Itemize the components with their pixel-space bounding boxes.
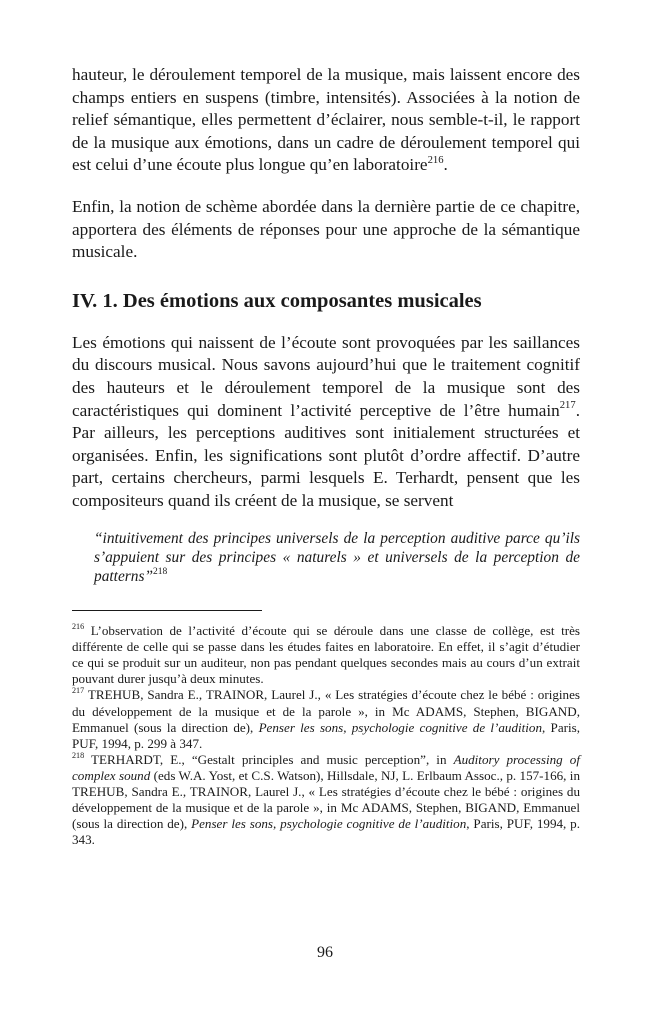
footnote-216 [72,623,580,687]
block-quote-text: “intuitivement des principes universels de la perception auditive parce qu’ils s’appuient sur des principes « naturels » et universels de la perception de patterns” [94,529,580,585]
paragraph-3-text-b: . Par ailleurs, les perceptions auditives sont initialement structurées et organisées. Enfin, les significations sont plutôt d’ordre affectif. D’autre part, certains chercheurs, parmi lesquels E. Terhardt, pensent que les compositeurs quand ils créent de la musique, se servent [72,400,580,510]
block-quote [94,529,580,587]
page-number: 96 [317,944,333,961]
footnote-text: , Paris, PUF, 1994, p. 299 à 347. [72,719,580,751]
footnote-text: (eds W.A. Yost, et C.S. Watson), Hillsdale, NJ, L. Erlbaum Assoc., p. 157-166, in TREHUB, Sandra E., TRAINOR, Laurel J., « Les stratégies d’écoute chez le bébé : origines du développement de la musique et de la parole », in Mc ADAMS, Stephen, BIGAND, Emmanuel (sous la direction de), [72,767,580,832]
footnote-text: TERHARDT, E., “Gestalt principles and music perception”, in [84,751,454,767]
footnote-number: 218 [72,750,85,760]
footnote-217 [72,687,580,751]
footnote-ref-216[interactable]: 216 [427,154,444,166]
footnote-ref-217[interactable]: 217 [559,399,576,411]
footnote-text: TREHUB, Sandra E., TRAINOR, Laurel J., « Les stratégies d’écoute chez le bébé : origines du développement de la musique et de la parole », in Mc ADAMS, Stephen, BIGAND, Emmanuel (sous la direction de), [72,687,580,735]
footnote-divider [72,610,262,611]
footnote-218 [72,752,580,849]
footnote-text: , Paris, PUF, 1994, p. 343. [72,816,581,848]
footnotes [72,623,580,848]
footnote-book-title: Penser les sons, psychologie cognitive de l’audition [191,816,467,832]
paragraph-1-end: . [443,155,448,175]
footnote-book-title: Penser les sons, psychologie cognitive de l’audition [258,719,543,735]
footnote-number: 217 [72,686,85,696]
footnote-text: L’observation de l’activité d’écoute qui se déroule dans une classe de collège, est très différente de celle qui se passe dans les études faites en laboratoire. En effet, il s’agit d’étudier ce qui se produit sur un auditeur, non pas pendant quelques secondes mais au cours d’un extrait pouvant durer jusqu’à deux minutes. [72,623,580,687]
section-heading: IV. 1. Des émotions aux composantes musicales [72,289,482,312]
footnote-number: 216 [72,621,85,631]
paragraph-1-text: hauteur, le déroulement temporel de la musique, mais laissent encore des champs entiers en suspens (timbre, intensités). Associées à la notion de relief sémantique, elles permettent d’éclairer, nous semble-t-il, le rapport de la musique aux émotions, dans un cadre de déroulement temporel qui est celui d’une écoute plus longue qu’en laboratoire [72,65,580,175]
paragraph-1 [72,64,580,177]
page-body [72,64,580,848]
paragraph-3 [72,332,580,513]
paragraph-3-text-a: Les émotions qui naissent de l’écoute sont provoquées par les saillances du discours musical. Nous savons aujourd’hui que le traitement cognitif des hauteurs et le déroulement temporel de la musique sont des caractéristiques qui dominent l’activité perceptive de l’être humain [72,332,580,420]
footnote-ref-218[interactable]: 218 [153,565,168,577]
paragraph-2: Enfin, la notion de schème abordée dans la dernière partie de ce chapitre, apportera des éléments de réponses pour une approche de la sémantique musicale. [72,196,580,262]
footnote-book-title: Auditory processing of complex sound [72,751,580,783]
